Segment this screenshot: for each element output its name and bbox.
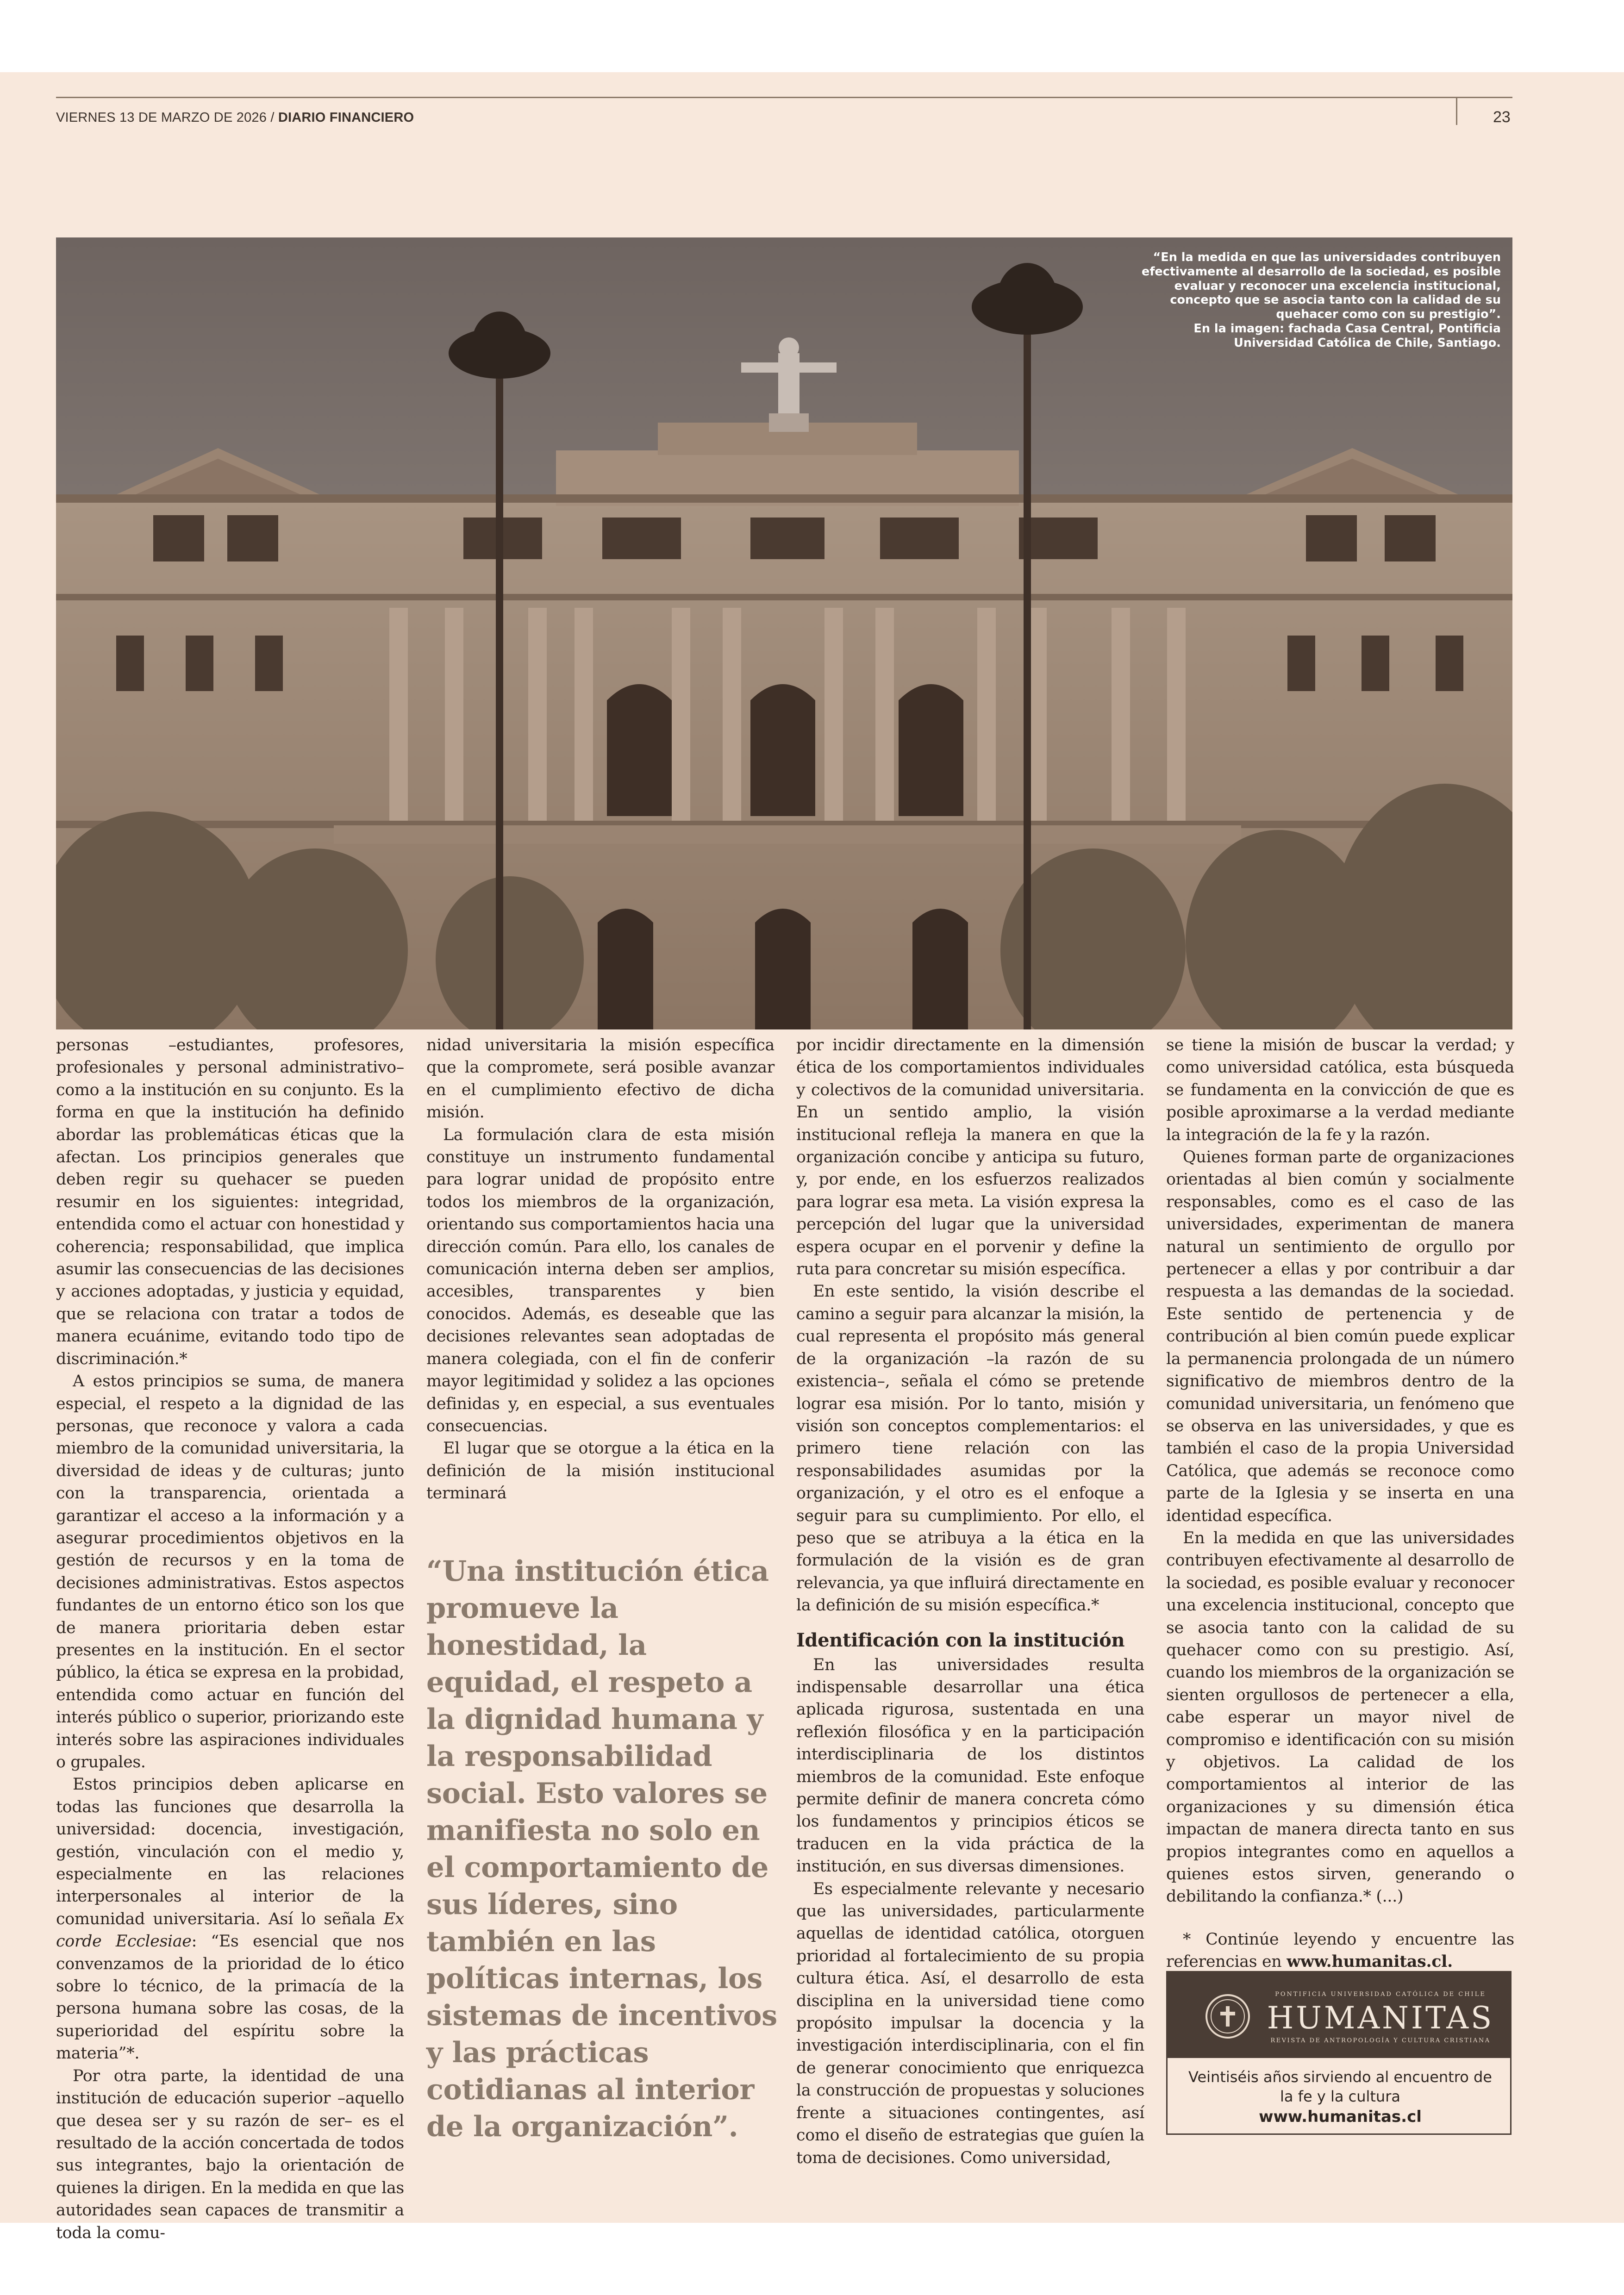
ad-url-link[interactable]: www.humanitas.cl (1259, 2108, 1422, 2126)
paragraph: Es especialmente relevante y necesario que las universidades, particularmente aquellas de identidad católica, otorguen prioridad al fortalecimiento de su propia cultura ética. Así, el desarrollo de esta disciplina en la universidad tiene como propósito impulsar la docencia y la investigación interdisciplinaria, con el fin de generar conocimiento que enriquezca la construcción de propuestas y soluciones frente a situaciones contingentes, así como el diseño de estrategias que guíen la toma de decisiones. Como universidad, (796, 1879, 1144, 2167)
page-number: 23 (1493, 108, 1511, 126)
paragraph-text: Estos principios deben aplicarse en todas las funciones que desarrolla la universidad: docencia, investigación, gestión, vinculación con el medio y, especialmente en las relaciones interpersonales al interior de la comunidad universitaria. Así lo señala (56, 1775, 404, 1928)
photo-caption-credit: En la imagen: fachada Casa Central, Pontificia Universidad Católica de Chile, Santiago. (1193, 321, 1501, 350)
article-column-3 (796, 1034, 1144, 2169)
ad-tagline: Veintiséis años sirviendo al encuentro de la fe y la cultura (1188, 2068, 1492, 2105)
paragraph: La formulación clara de esta misión constituye un instrumento fundamental para lograr unidad de propósito entre todos los miembros de la organización, orientando sus comportamientos hacia una dirección común. Para ello, los canales de comunicación interna deben ser amplios, accesibles, transparentes y bien conocidos. Además, es deseable que las decisiones relevantes sean adoptadas de manera colegiada, con el fin de conferir mayor legitimidad y solidez a las opciones definidas y, en especial, a sus eventuales consecuencias. (426, 1125, 775, 1435)
casa-central-facade-photo (56, 237, 1512, 1029)
paragraph (56, 1773, 404, 2064)
note-text: * Continúe leyendo y encuentre las referencias en (1166, 1930, 1514, 1971)
photo-caption-quote: “En la medida en que las universidades contribuyen efectivamente al desarrollo de la sociedad, es posible evaluar y reconocer una excelencia institucional, concepto que se asocia tanto con la calidad de su quehacer como con su prestigio”. (1142, 250, 1501, 322)
header-publication: DIARIO FINANCIERO (278, 110, 414, 125)
paragraph: El lugar que se otorgue a la ética en la definición de la misión institucional terminará (426, 1439, 775, 1503)
header-divider (1456, 98, 1457, 125)
section-subheading: Identificación con la institución (796, 1629, 1125, 1651)
paragraph: personas –estudiantes, profesores, profesionales y personal administrativo– como a la institución en su conjunto. Es la forma en que la institución ha definido abordar las problemáticas éticas que la afectan. Los principios generales que deben regir su quehacer se pueden resumir en los siguientes: integridad, entendida como el actuar con honestidad y coherencia; responsabilidad, que implica asumir las consecuencias de las decisiones y acciones adoptadas, y justicia y equidad, que se relaciona con tratar a todos de manera ecuánime, evitando todo tipo de discriminación.* (56, 1036, 404, 1368)
header-separator: / (267, 110, 278, 125)
paragraph: Por otra parte, la identidad de una institución de educación superior –aquello que desea ser y su razón de ser– es el resultado de la acción concertada de todos sus integrantes, bajo la orientación de quienes la dirigen. En la medida en que las autoridades sean capaces de transmitir a toda la comu- (56, 2066, 404, 2242)
paragraph: A estos principios se suma, de manera especial, el respeto a la dignidad de las personas, que reconoce y valora a cada miembro de la comunidad universitaria, la diversidad de ideas y de culturas; junto con la transparencia, orientada a garantizar el acceso a la información y a asegurar procedimientos objetivos en la gestión de recursos y en la toma de decisiones administrativas. Estos aspectos fundantes de un entorno ético son los que de manera prioritaria deben estar presentes en la institución. En el sector público, la ética se expresa en la probidad, entendida como actuar en función del interés público o superior, priorizando este interés sobre las aspiraciones individuales o grupales. (56, 1372, 404, 1771)
paragraph-text: : “Es esencial que nos convenzamos de la prioridad de lo ético sobre lo técnico, de la primacía de la persona humana sobre las cosas, de la superioridad del espíritu sobre la materia”*. (56, 1932, 404, 2063)
pull-quote: “Una institución ética promueve la honestidad, la equidad, el respeto a la dignidad humana y la responsabilidad social. Esto valores se manifiesta no solo en el comportamiento de sus líderes, sino también en las políticas internas, los sistemas de incentivos y las prácticas cotidianas al interior de la organización”. (426, 1555, 777, 2143)
header-date: VIERNES 13 DE MARZO DE 2026 (56, 110, 267, 125)
article-column-2 (426, 1034, 775, 1505)
paragraph: En la medida en que las universidades contribuyen efectivamente al desarrollo de la sociedad, es posible evaluar y reconocer una excelencia institucional, concepto que se asocia tanto con la calidad de su quehacer como con su prestigio. Así, cuando los miembros de la organización se sienten orgullosos de pertenecer a ella, cabe esperar un mayor nivel de compromiso e identificación con su misión y objetivos. La calidad de los comportamientos al interior de las organizaciones y su dimensión ética impactan de manera directa tanto en sus propios integrantes como en aquellos a quienes estos sirven, generando o debilitando la confianza.* (...) (1166, 1528, 1514, 1906)
ad-title: HUMANITAS (1267, 2000, 1494, 2036)
article-column-4 (1166, 1034, 1514, 1973)
ad-university-name: PONTIFICIA UNIVERSIDAD CATÓLICA DE CHILE (1275, 1991, 1486, 1998)
paragraph: En este sentido, la visión describe el camino a seguir para alcanzar la misión, la cual representa el propósito más general de la organización –la razón de su existencia–, señala el cómo se pretende lograr esa misión. Por lo tanto, misión y visión son conceptos complementarios: el primero tiene relación con las responsabilidades asumidas por la organización, y el otro es el enfoque a seguir para su cumplimiento. Por ello, el peso que se atribuya a la ética en la formulación de la visión es de gran relevancia, ya que influirá directamente en la definición de su misión específica.* (796, 1282, 1144, 1615)
paragraph: nidad universitaria la misión específica que la compromete, será posible avanzar en el cumplimiento efectivo de dicha misión. (426, 1036, 775, 1122)
ad-subtitle: REVISTA DE ANTROPOLOGÍA Y CULTURA CRISTIANA (1270, 2037, 1491, 2044)
document-title-italic: Ex corde Ecclesiae (56, 1909, 404, 1951)
humanitas-ad[interactable] (1166, 1971, 1512, 2135)
paragraph: En las universidades resulta indispensable desarrollar una ética aplicada rigurosa, sustentada en una reflexión filosófica y en la participación interdisciplinaria de los distintos miembros de la comunidad. Este enfoque permite definir de manera concreta cómo los fundamentos y principios éticos se traducen en la vida práctica de la institución, en sus diversas dimensiones. (796, 1655, 1144, 1876)
article-column-1 (56, 1034, 404, 2244)
photo-caption (1111, 250, 1501, 350)
references-note (1166, 1928, 1514, 1973)
note-link[interactable]: www.humanitas.cl. (1287, 1952, 1453, 1971)
paragraph: por incidir directamente en la dimensión ética de los comportamientos individuales y colectivos de la comunidad universitaria. En un sentido amplio, la visión institucional refleja la manera en que la organización concibe y anticipa su futuro, y, por ende, en los esfuerzos realizados para lograr esa meta. La visión expresa la percepción del lugar que la universidad espera ocupar en el porvenir y define la ruta para concretar su misión específica. (796, 1036, 1144, 1279)
university-seal-icon (1205, 1993, 1251, 2039)
header-rule (56, 97, 1512, 98)
page-header (56, 110, 414, 125)
paragraph: se tiene la misión de buscar la verdad; y como universidad católica, esta búsqueda se fundamenta en la convicción de que es posible aproximarse a la verdad mediante la integración de la fe y la razón. (1166, 1036, 1514, 1144)
paragraph: Quienes forman parte de organizaciones orientadas al bien común y socialmente responsables, como es el caso de las universidades, experimentan de manera natural un sentimiento de orgullo por pertenecer a ellas y por contribuir a dar respuesta a las demandas de la sociedad. Este sentido de pertenencia y de contribución al bien común puede explicar la permanencia prolongada de un número significativo de miembros dentro de la comunidad universitaria, un fenómeno que se observa en las universidades, y que es también el caso de la propia Universidad Católica, que además se reconoce como parte de la Iglesia y se inserta en una identidad específica. (1166, 1148, 1514, 1525)
